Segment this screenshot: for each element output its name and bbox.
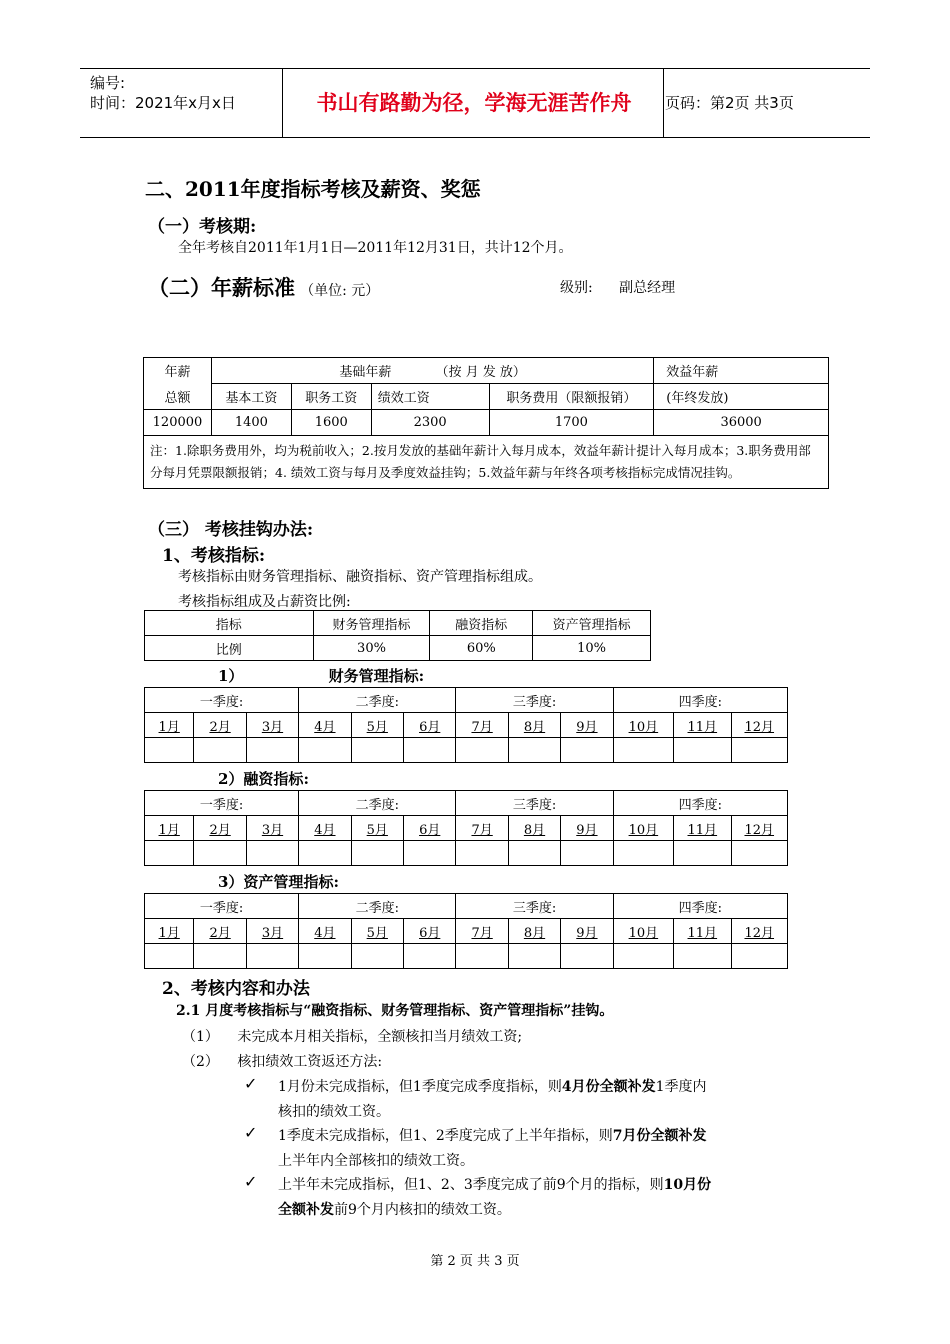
check-icon: ✓ [244,1172,258,1191]
month-cell [194,713,246,738]
month-cell [613,919,673,944]
value-cell[interactable] [561,738,613,763]
t1-name: 财务管理指标: [328,667,425,685]
ratio-value: 60% [430,636,533,661]
month-cell [145,713,194,738]
month-label: 8月 [523,925,546,941]
month-cell [456,816,508,841]
bullet-1-text: 核扣的绩效工资。 [278,1104,390,1120]
value-cell[interactable] [613,841,673,866]
month-label: 8月 [523,822,546,838]
month-label: 7月 [471,719,493,735]
quarter-header: 三季度: [456,894,613,919]
value-cell[interactable] [613,738,673,763]
base-header-note: （按 月 发 放） [435,365,526,380]
item1-num: （1） [182,1029,219,1045]
month-label: 12月 [744,822,775,838]
header-page-info: 页码：第2页 共3页 [665,94,794,112]
month-cell [194,919,246,944]
rule-title: 2.1 月度考核指标与“融资指标、财务管理指标、资产管理指标”挂钩。 [176,1003,614,1019]
ratio-header: 指标 [145,611,314,636]
salary-title-row [148,272,379,302]
bullet-3-text: 上半年未完成指标，但1、2、3季度完成了前9个月的指标，则 [278,1177,664,1193]
quarter-header: 二季度: [299,791,456,816]
month-label: 7月 [471,925,493,941]
t1-title-row [218,665,424,686]
month-label: 6月 [419,822,441,838]
bullet-2-text: 上半年内全部核扣的绩效工资。 [278,1153,474,1169]
value-cell[interactable] [351,738,403,763]
value-cell[interactable] [674,944,731,969]
month-cell [299,713,351,738]
month-label: 6月 [419,719,441,735]
value-cell[interactable] [299,738,351,763]
ratio-value: 30% [313,636,430,661]
check-icon: ✓ [244,1123,258,1142]
value-cell[interactable] [561,841,613,866]
month-cell [731,816,787,841]
month-cell [456,919,508,944]
value-cell[interactable] [194,841,246,866]
value-cell[interactable] [404,738,456,763]
month-label: 11月 [687,719,718,735]
month-cell [404,919,456,944]
header-meta [90,73,236,113]
month-label: 3月 [261,925,284,941]
month-label: 1月 [158,925,180,941]
value-cell[interactable] [404,841,456,866]
quarter-header: 四季度: [613,894,787,919]
val-basic: 1400 [211,410,291,436]
ratio-value: 10% [533,636,651,661]
base-header-label: 基础年薪 [339,365,392,380]
bullet-3-bold: 全额补发 [278,1202,334,1218]
month-label: 1月 [158,822,180,838]
month-cell [456,713,508,738]
month-label: 2月 [209,719,231,735]
page-footer: 第 2 页 共 3 页 [430,1254,520,1269]
header-divider [282,69,283,137]
quarter-header: 一季度: [145,688,299,713]
item2-row [182,1051,382,1071]
value-cell[interactable] [508,738,560,763]
level-row [560,277,675,297]
month-label: 5月 [366,925,388,941]
ratio-header: 资产管理指标 [533,611,651,636]
t2-title: 2）融资指标: [218,770,309,788]
month-cell [404,713,456,738]
month-label: 11月 [687,822,718,838]
financing-quarter-table [144,790,788,866]
bullet-1-bold: 4月份全额补发 [561,1079,656,1095]
quarter-header: 三季度: [456,688,613,713]
month-label: 9月 [576,822,598,838]
item2-text: 核扣绩效工资返还方法: [237,1054,383,1070]
method-text1: 考核指标由财务管理指标、融资指标、资产管理指标组成。 [178,569,542,585]
value-cell[interactable] [731,944,787,969]
asset-quarter-table [144,893,788,969]
bullet-1-text: 1月份未完成指标，但1季度完成季度指标，则 [278,1079,562,1095]
method-sub1: 1、考核指标: [162,546,266,566]
base-header [211,358,653,384]
content-sub2: 2、考核内容和办法 [162,979,310,999]
value-cell[interactable] [246,841,298,866]
value-cell[interactable] [561,944,613,969]
value-cell[interactable] [404,944,456,969]
quarter-header: 二季度: [299,894,456,919]
bullet-3-text: 前9个月内核扣的绩效工资。 [334,1202,511,1218]
value-cell[interactable] [731,841,787,866]
month-cell [246,919,298,944]
month-label: 10月 [628,719,659,735]
item1-text: 未完成本月相关指标，全额核扣当月绩效工资; [237,1029,523,1045]
method-title: （三） 考核挂钩办法: [148,520,314,540]
month-cell [351,713,403,738]
value-cell[interactable] [194,738,246,763]
month-cell [508,713,560,738]
section-title: 二、2011年度指标考核及薪资、奖惩 [145,177,481,201]
method-text2: 考核指标组成及占薪资比例: [178,594,351,610]
month-label: 1月 [158,719,180,735]
month-label: 3月 [261,719,284,735]
value-cell[interactable] [145,738,194,763]
month-label: 5月 [366,719,388,735]
t3-title: 3）资产管理指标: [218,873,339,891]
month-cell [731,919,787,944]
month-cell [299,816,351,841]
quarter-header: 二季度: [299,688,456,713]
header-divider [663,69,664,137]
value-cell[interactable] [674,738,731,763]
level-value: 副总经理 [619,280,676,296]
month-label: 10月 [628,925,659,941]
value-cell[interactable] [194,944,246,969]
month-cell [246,713,298,738]
val-total: 120000 [144,410,212,436]
value-cell[interactable] [351,841,403,866]
quarter-header: 一季度: [145,791,299,816]
value-cell[interactable] [299,944,351,969]
sub-bonus: (年终发放) [654,384,829,410]
month-cell [351,816,403,841]
total-header-1: 年薪 [144,358,212,384]
bullet-2-bold: 7月份全额补发 [612,1128,707,1144]
month-label: 3月 [261,822,284,838]
value-cell[interactable] [613,944,673,969]
month-label: 9月 [576,925,598,941]
quarter-header: 一季度: [145,894,299,919]
total-header-2: 总额 [144,384,212,410]
bonus-header: 效益年薪 [654,358,829,384]
value-cell[interactable] [351,944,403,969]
quarter-header: 三季度: [456,791,613,816]
sub-performance: 绩效工资 [371,384,489,410]
value-cell[interactable] [508,841,560,866]
month-cell [508,919,560,944]
sub-basic: 基本工资 [211,384,291,410]
sub-position: 职务工资 [291,384,371,410]
salary-unit: （单位: 元） [300,283,380,299]
quarter-header: 四季度: [613,791,787,816]
salary-note: 注：1.除职务费用外，均为税前收入；2.按月发放的基础年薪计入每月成本，效益年薪计提计入每月成本；3.职务费用部分每月凭票限额报销；4. 绩效工资与每月及季度效益挂钩；5.效益年薪与年终各项考核指标完成情况挂钩。 [144,436,829,489]
period-text: 全年考核自2011年1月1日—2011年12月31日，共计12个月。 [178,240,573,256]
value-cell[interactable] [246,738,298,763]
ratio-header: 融资指标 [430,611,533,636]
month-label: 12月 [744,925,775,941]
month-label: 8月 [523,719,546,735]
item2-num: （2） [182,1054,219,1070]
month-cell [674,816,731,841]
month-cell [351,919,403,944]
month-cell [561,713,613,738]
val-performance: 2300 [371,410,489,436]
ratio-table [144,610,651,661]
check-icon: ✓ [244,1074,258,1093]
month-cell [299,919,351,944]
ratio-header: 财务管理指标 [313,611,430,636]
month-label: 11月 [687,925,718,941]
value-cell[interactable] [456,841,508,866]
month-cell [508,816,560,841]
month-cell [145,816,194,841]
month-cell [674,919,731,944]
bullet-2-text: 1季度未完成指标，但1、2季度完成了上半年指标，则 [278,1128,613,1144]
month-label: 6月 [419,925,441,941]
month-label: 10月 [628,822,659,838]
month-cell [561,816,613,841]
financial-quarter-table [144,687,788,763]
value-cell[interactable] [508,944,560,969]
month-cell [613,816,673,841]
value-cell[interactable] [299,841,351,866]
month-cell [561,919,613,944]
page-header [80,68,870,138]
bullet-1 [278,1075,808,1125]
month-cell [404,816,456,841]
level-label: 级别: [560,280,593,296]
salary-table [143,357,829,489]
value-cell[interactable] [246,944,298,969]
period-title: （一）考核期: [148,217,257,237]
val-expense: 1700 [489,410,654,436]
quarter-header: 四季度: [613,688,787,713]
value-cell[interactable] [145,841,194,866]
value-cell[interactable] [456,944,508,969]
month-label: 4月 [314,719,336,735]
item1-row [182,1026,522,1046]
value-cell[interactable] [456,738,508,763]
month-cell [674,713,731,738]
bullet-3 [278,1173,818,1223]
month-cell [145,919,194,944]
month-label: 12月 [744,719,775,735]
month-cell [246,816,298,841]
number-label: 编号: [90,74,126,92]
month-cell [194,816,246,841]
time-label: 时间：2021年x月x日 [90,94,236,112]
val-bonus: 36000 [654,410,829,436]
header-motto: 书山有路勤为径，学海无涯苦作舟 [316,91,632,115]
value-cell[interactable] [674,841,731,866]
bullet-2 [278,1124,818,1174]
val-position: 1600 [291,410,371,436]
month-label: 9月 [576,719,598,735]
t1-index: 1） [218,667,244,685]
month-label: 7月 [471,822,493,838]
month-label: 2月 [209,822,231,838]
bullet-1-text: 1季度内 [655,1079,707,1095]
bullet-3-bold: 10月份 [663,1177,712,1193]
month-label: 4月 [314,822,336,838]
ratio-value: 比例 [145,636,314,661]
month-cell [731,713,787,738]
value-cell[interactable] [731,738,787,763]
month-label: 5月 [366,822,388,838]
month-cell [613,713,673,738]
value-cell[interactable] [145,944,194,969]
sub-expense: 职务费用（限额报销） [489,384,654,410]
salary-title: （二）年薪标准 [148,275,295,300]
month-label: 2月 [209,925,231,941]
month-label: 4月 [314,925,336,941]
